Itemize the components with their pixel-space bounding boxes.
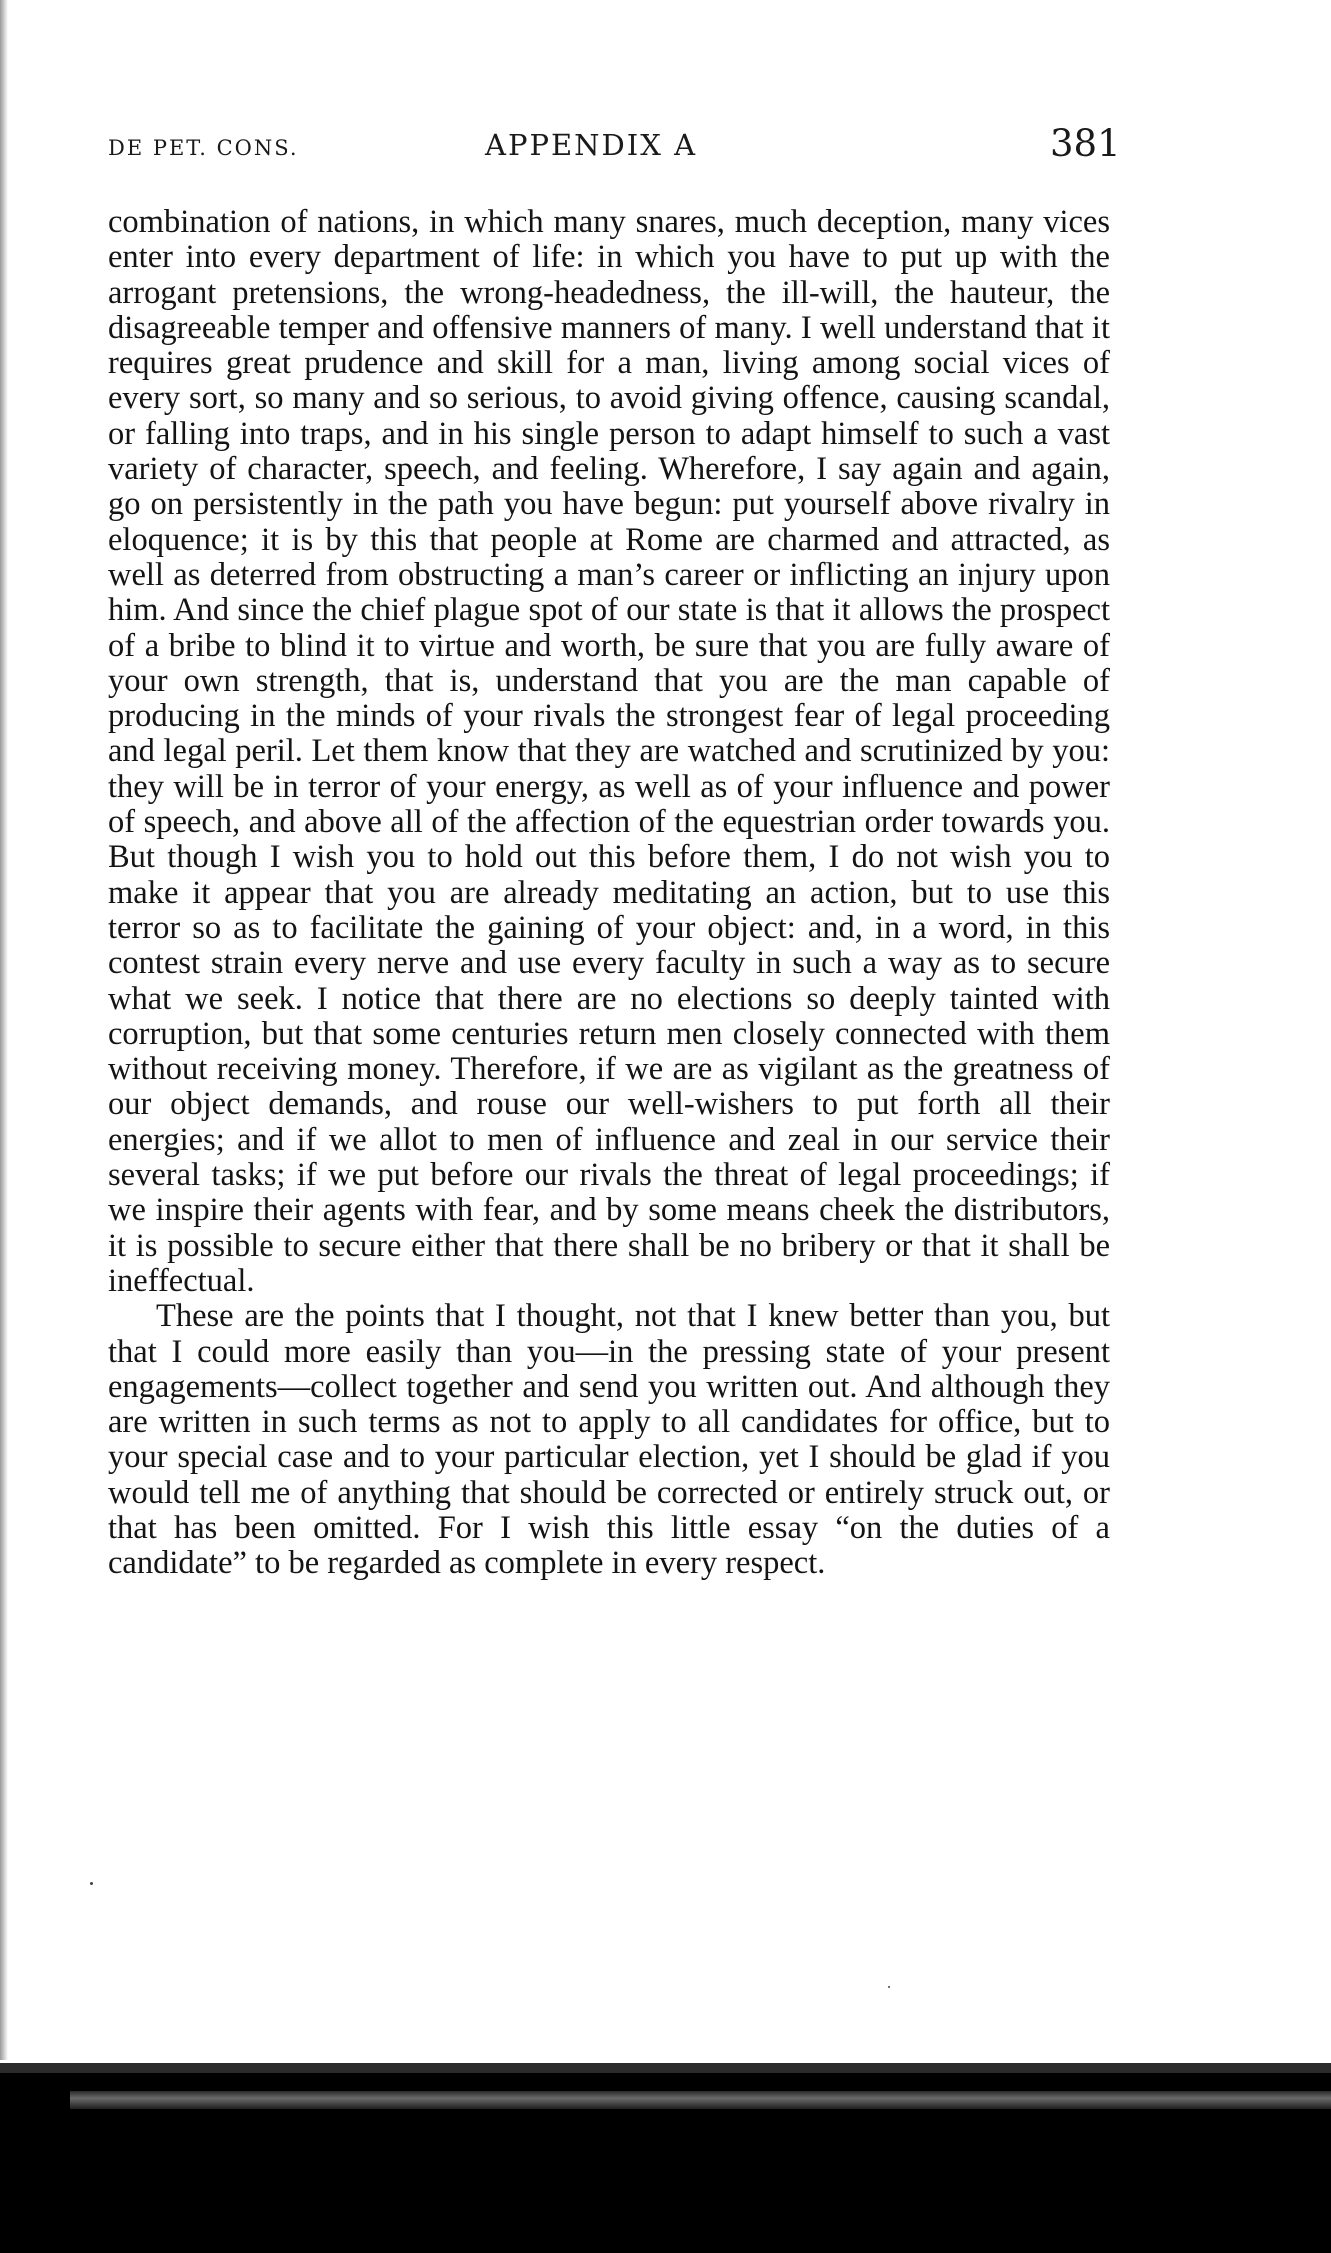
body-text: [108, 205, 1110, 1582]
paragraph-1: combination of nations, in which many snares, much deception, many vices enter into every department of life: in which you have to put up with the arrogant pretensions, the wrong-headedness, the ill-will, the hauteur, the disagreeable temper and offensive manners of many. I well understand that it requires great prudence and skill for a man, living among social vices of every sort, so many and so serious, to avoid giving offence, causing scandal, or falling into traps, and in his single person to adapt himself to such a vast variety of character, speech, and feeling. Wherefore, I say again and again, go on persistently in the path you have begun: put yourself above rivalry in eloquence; it is by this that people at Rome are charmed and attracted, as well as deterred from obstructing a man’s career or inflicting an injury upon him. And since the chief plague spot of our state is that it allows the prospect of a bribe to blind it to virtue and worth, be sure that you are fully aware of your own strength, that is, understand that you are the man capable of producing in the minds of your rivals the strongest fear of legal proceeding and legal peril. Let them know that they are watched and scrutinized by you: they will be in terror of your energy, as well as of your influence and power of speech, and above all of the affection of the equestrian order towards you. But though I wish you to hold out this before them, I do not wish you to make it appear that you are already meditating an action, but to use this terror so as to facilitate the gaining of your object: and, in a word, in this contest strain every nerve and use every faculty in such a way as to secure what we seek. I notice that there are no elections so deeply tainted with corruption, but that some centuries return men closely connected with them without receiving money. Therefore, if we are as vigilant as the greatness of our object demands, and rouse our well-wishers to put forth all their energies; and if we allot to men of influence and zeal in our service their several tasks; if we put before our rivals the threat of legal proceedings; if we inspire their agents with fear, and by some means cheek the distributors, it is possible to secure either that there shall be no bribery or that it shall be ineffectual.: [108, 204, 1110, 1299]
scan-speck: [90, 1882, 93, 1885]
header-section-title: DE PET. CONS.: [108, 136, 299, 160]
scan-border-strip: [0, 2063, 1331, 2253]
page-number: 381: [1050, 122, 1121, 165]
paragraph-2: These are the points that I thought, not that I knew better than you, but that I could more easily than you—in the pressing state of your present engagements—collect together and send you written out. And although they are written in such terms as not to apply to all candidates for office, but to your special case and to your particular election, yet I should be glad if you would tell me of anything that should be corrected or entirely struck out, or that has been omitted. For I wish this little essay “on the duties of a candidate” to be regarded as complete in every respect.: [108, 1298, 1110, 1582]
scan-strip-page-edge: [70, 2091, 1331, 2109]
scan-speck: [888, 1986, 890, 1988]
header-appendix-title: APPENDIX A: [485, 128, 698, 162]
page-left-edge-shadow: [0, 0, 8, 2060]
scan-strip-top-edge: [0, 2063, 1331, 2073]
running-header: [100, 118, 1121, 178]
